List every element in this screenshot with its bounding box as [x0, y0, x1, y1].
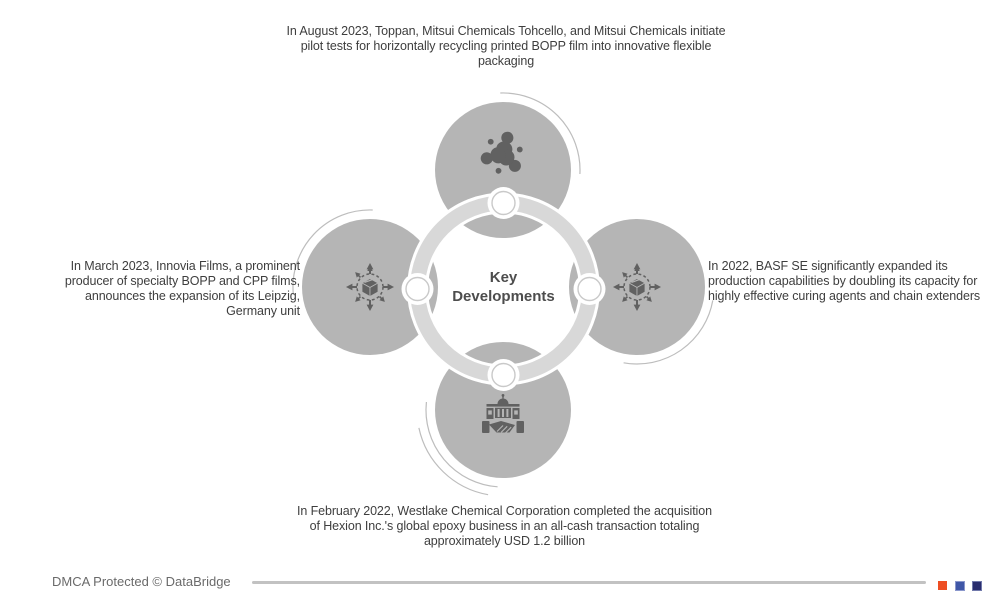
event-text-top: In August 2023, Toppan, Mitsui Chemicals Tohcello, and Mitsui Chemicals initiate pilot tests for horizontally recycling printed BOPP film into innovative flexible packaging — [286, 24, 726, 68]
brand-square-navy — [972, 581, 982, 591]
event-text-right: In 2022, BASF SE significantly expanded its production capabilities by doubling its capacity for highly effective curing agents and chain extenders — [708, 259, 981, 303]
diagram-title-line1: Key — [489, 269, 518, 286]
diagram-title-line2: Developments — [452, 288, 555, 305]
ring-node-bottom — [492, 364, 515, 387]
event-text-left: In March 2023, Innovia Films, a prominent producer of specialty BOPP and CPP films, announces the expansion of its Leipzig, Germany unit — [64, 259, 300, 318]
ring-node-left — [406, 278, 429, 301]
ring-node-right — [578, 278, 601, 301]
footer-divider-line — [252, 581, 926, 584]
brand-square-blue — [955, 581, 965, 591]
diagram-title — [433, 268, 574, 306]
event-text-bottom: In February 2022, Westlake Chemical Corporation completed the acquisition of Hexion Inc.'s global epoxy business in an all-cash transaction totaling approximately USD 1.2 billion — [297, 504, 712, 548]
ring-node-top — [492, 192, 515, 215]
brand-square-orange — [938, 581, 947, 590]
dmca-protection-label: DMCA Protected © DataBridge — [52, 574, 231, 589]
